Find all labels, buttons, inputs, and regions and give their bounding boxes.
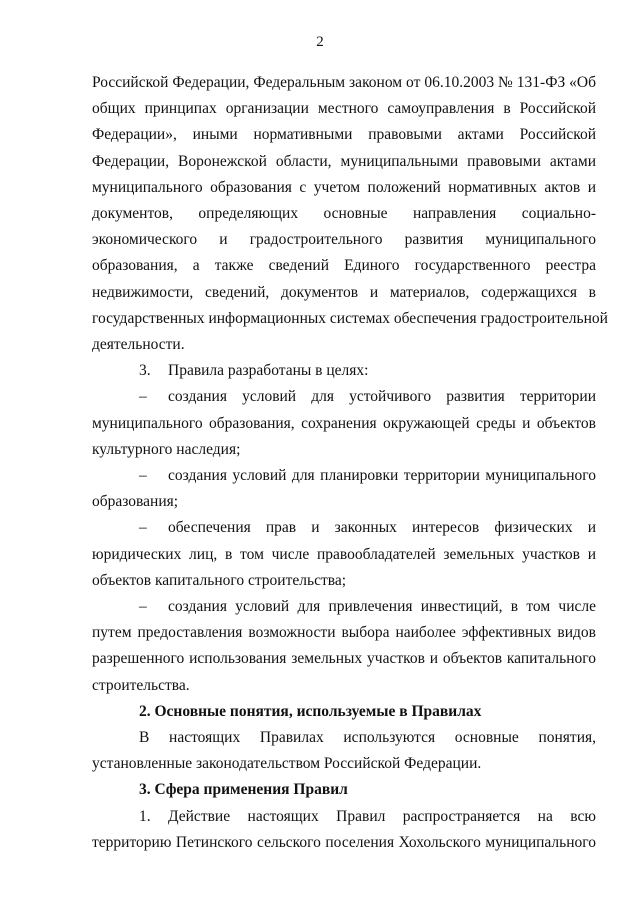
section-3-heading: 3. Сфера применения Правил	[139, 781, 348, 799]
dash-marker: –	[139, 388, 147, 406]
item-number: 3.	[139, 362, 151, 380]
page-number: 2	[316, 34, 324, 50]
item-text: Действие настоящих Правил распространяется на всю	[168, 807, 596, 825]
goal-first-line	[92, 594, 596, 620]
text-line: путем предоставления возможности выбора наиболее эффективных видов	[92, 624, 596, 642]
goal-first-line	[92, 463, 596, 489]
text-line: Федерации, Воронежской области, муниципальными правовыми актами	[92, 152, 596, 170]
text-line: культурного наследия;	[92, 440, 241, 458]
goal-item-1	[92, 384, 596, 463]
goal-text: создания условий для устойчивого развития территории	[168, 388, 596, 406]
text-line: территорию Петинского сельского поселения Хохольского муниципального	[92, 833, 596, 851]
text-line: недвижимости, сведений, документов и материалов, содержащихся в	[92, 283, 596, 301]
text-line: муниципального образования с учетом положений нормативных актов и	[92, 178, 596, 196]
item-number: 1.	[139, 807, 151, 825]
text-line: разрешенного использования земельных участков и объектов капитального	[92, 650, 596, 668]
dash-marker: –	[139, 519, 147, 537]
goal-text: создания условий для привлечения инвестиций, в том числе	[168, 598, 596, 616]
dash-marker: –	[139, 598, 147, 616]
goal-first-line	[92, 515, 596, 541]
text-line: строительства.	[92, 676, 190, 694]
goal-text: обеспечения прав и законных интересов физических и	[168, 519, 596, 537]
text-line: образования, а также сведений Единого государственного реестра	[92, 257, 596, 275]
text-line: юридических лиц, в том числе правообладателей земельных участков и	[92, 545, 596, 563]
text-line: общих принципах организации местного самоуправления в Российской	[92, 100, 596, 118]
goal-item-2	[92, 463, 596, 515]
text-line: образования;	[92, 493, 179, 511]
text-line: муниципального образования, сохранения окружающей среды и объектов	[92, 414, 596, 432]
goal-item-4	[92, 594, 596, 699]
item-text: Правила разработаны в целях:	[168, 362, 369, 380]
text-line: Российской Федерации, Федеральным законом от 06.10.2003 № 131-ФЗ «Об	[92, 74, 596, 91]
text-line: объектов капитального строительства;	[92, 571, 347, 589]
text-line: Федерации», иными нормативными правовыми актами Российской	[92, 126, 596, 144]
text-line: экономического и градостроительного развития муниципального	[92, 231, 596, 249]
paragraph-continuation	[92, 70, 608, 358]
text-line: установленные законодательством Российской Федерации.	[92, 755, 482, 773]
text-line: В настоящих Правилах используются основные понятия,	[139, 729, 596, 747]
section-2-heading: 2. Основные понятия, используемые в Правилах	[139, 702, 482, 720]
text-line: деятельности.	[92, 336, 185, 354]
goal-text: создания условий для планировки территории муниципального	[168, 467, 596, 485]
text-line: документов, определяющих основные направления социально-	[92, 205, 596, 223]
text-line: государственных информационных системах обеспечения градостроительной	[92, 309, 608, 327]
goal-item-3	[92, 515, 596, 594]
document-body	[92, 70, 608, 856]
numbered-item-3	[92, 358, 596, 384]
numbered-item-1	[92, 804, 596, 830]
dash-marker: –	[139, 467, 147, 485]
goal-first-line	[92, 384, 596, 410]
